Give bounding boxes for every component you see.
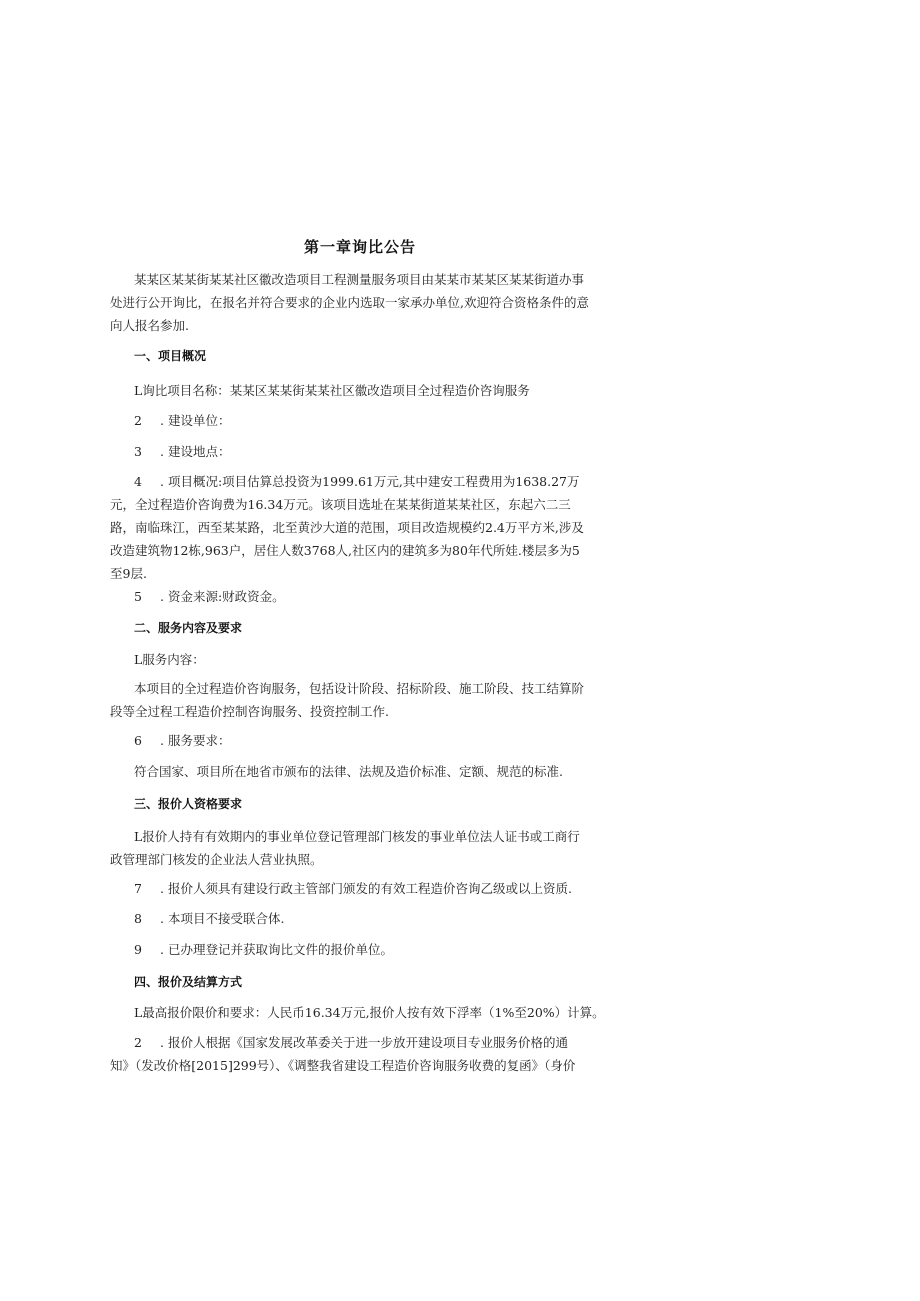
text-line: L最高报价限价和要求：人民币16.34万元,报价人按有效下浮率（1%至20%）计算。	[134, 1005, 605, 1020]
item-number: 9	[134, 942, 142, 957]
s1-item-5	[110, 585, 616, 608]
s2-item-1	[110, 648, 616, 671]
section-heading-2	[110, 617, 616, 640]
text-line: 改造建筑物12栋,963户，居住人数3768人,社区内的建筑多为80年代所娃.楼层多为5	[110, 543, 580, 558]
text-line: 政管理部门核发的企业法人营业执照。	[110, 852, 323, 867]
section-heading-4	[110, 971, 616, 994]
item-number: 2	[134, 1035, 142, 1050]
s3-item-1	[110, 825, 616, 871]
heading-text: 四、报价及结算方式	[134, 975, 243, 989]
item-number: 3	[134, 444, 142, 459]
item-text: . 报价人根据《国家发展改革委关于进一步放开建设项目专业服务价格的通	[160, 1035, 568, 1050]
s1-item-4	[110, 470, 616, 585]
item-number: 7	[134, 881, 142, 896]
text-line: L服务内容：	[134, 652, 205, 667]
s2-content	[110, 677, 616, 723]
s1-item-2	[110, 409, 616, 432]
section-heading-1	[110, 345, 616, 368]
item-number: 4	[134, 474, 142, 489]
text-line: 元，全过程造价咨询费为16.34万元。该项目选址在某某街道某某社区，东起六二三	[110, 497, 571, 512]
item-number: 2	[134, 413, 142, 428]
item-text: . 服务要求：	[160, 733, 231, 748]
s3-item-7	[110, 877, 616, 900]
intro-paragraph	[110, 268, 616, 337]
heading-text: 一、项目概况	[134, 349, 207, 363]
text-line: 处进行公开询比，在报名并符合要求的企业内选取一家承办单位,欢迎符合资格条件的意	[110, 295, 589, 310]
s1-item-3	[110, 440, 616, 463]
text-line: 段等全过程工程造价控制咨询服务、投资控制工作.	[110, 704, 389, 719]
s2-item-6	[110, 729, 616, 752]
heading-text: 三、报价人资格要求	[134, 797, 243, 811]
item-text: . 报价人须具有建设行政主管部门颁发的有效工程造价咨询乙级或以上资质.	[160, 881, 572, 896]
heading-text: 二、服务内容及要求	[134, 621, 243, 635]
item-number: 6	[134, 733, 142, 748]
text-line: L询比项目名称：某某区某某街某某社区徽改造项目全过程造价咨询服务	[134, 383, 530, 398]
item-text: . 建设地点：	[160, 444, 231, 459]
item-number: 5	[134, 589, 142, 604]
text-line: 向人报名参加.	[110, 318, 189, 333]
item-text: . 资金来源:财政资金。	[160, 589, 285, 604]
s4-item-1	[110, 1001, 616, 1024]
text-line: 符合国家、项目所在地省市颁布的法律、法规及造价标准、定额、规范的标准.	[134, 764, 563, 779]
item-text: . 已办理登记并获取询比文件的报价单位。	[160, 942, 393, 957]
text-line: 某某区某某街某某社区徽改造项目工程测量服务项目由某某市某某区某某街道办事	[134, 272, 585, 287]
text-line: L报价人持有有效期内的事业单位登记管理部门核发的事业单位法人证书或工商行	[134, 829, 580, 844]
item-number: 8	[134, 911, 142, 926]
page-title: 第一章询比公告	[303, 238, 416, 256]
text-line: 本项目的全过程造价咨询服务，包括设计阶段、招标阶段、施工阶段、技工结算阶	[134, 681, 585, 696]
text-line: 路，南临珠江，西至某某路，北至黄沙大道的范围，项目改造规模约2.4万平方米,涉及	[110, 520, 584, 535]
s4-item-2	[110, 1031, 616, 1077]
s1-item-1	[110, 379, 616, 402]
s2-requirement	[110, 760, 616, 783]
s3-item-9	[110, 938, 616, 961]
item-text: . 建设单位：	[160, 413, 231, 428]
item-text: . 本项目不接受联合体.	[160, 911, 285, 926]
section-heading-3	[110, 793, 616, 816]
text-line: 至9层.	[110, 566, 147, 581]
text-line: 知》（发改价格[2015]299号）、《调整我省建设工程造价咨询服务收费的复函》（身价	[110, 1058, 576, 1073]
s3-item-8	[110, 907, 616, 930]
item-text: . 项目概况:项目估算总投资为1999.61万元,其中建安工程费用为1638.27万	[160, 474, 580, 489]
